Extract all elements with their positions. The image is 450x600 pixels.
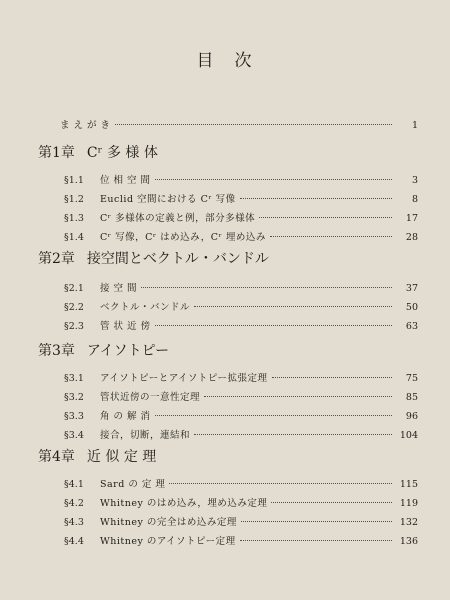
page-number: 132 (399, 517, 418, 528)
chapter-title: Cʳ 多 様 体 (86, 145, 158, 161)
section-title: 接合，切断，連結和 (100, 430, 191, 441)
chapter-heading-1 (38, 142, 158, 162)
section-number: §3.3 (64, 411, 84, 422)
section-title: Whitney の完全はめ込み定理 (100, 517, 237, 528)
section-number: §4.2 (64, 498, 84, 509)
section-number: §1.1 (64, 175, 84, 186)
page-number: 1 (411, 120, 418, 131)
section-number: §1.4 (64, 232, 84, 243)
dot-leader (270, 235, 392, 237)
section-number: §2.2 (64, 302, 84, 313)
toc-entry (64, 476, 418, 490)
chapter-label: 第4章 (38, 449, 75, 465)
toc-entry (64, 210, 418, 224)
page-number: 96 (405, 411, 418, 422)
section-title: アイソトピーとアイソトピー拡張定理 (100, 373, 268, 384)
chapter-label: 第2章 (38, 251, 75, 267)
section-number: §4.4 (64, 536, 84, 547)
section-title: Whitney のはめ込み，埋め込み定理 (100, 498, 268, 509)
chapter-heading-3 (38, 340, 169, 360)
section-number: §3.2 (64, 392, 84, 403)
dot-leader (155, 414, 392, 416)
dot-leader (240, 539, 392, 541)
chapter-heading-2 (38, 248, 269, 268)
toc-entry (64, 280, 418, 294)
section-number: §2.1 (64, 283, 84, 294)
dot-leader (155, 324, 392, 326)
page-number: 3 (411, 175, 418, 186)
chapter-heading-4 (38, 446, 156, 466)
dot-leader (194, 433, 392, 435)
dot-leader (259, 216, 392, 218)
page-number: 85 (405, 392, 418, 403)
dot-leader (169, 482, 392, 484)
chapter-title: 接空間とベクトル・バンドル (86, 251, 269, 267)
toc-entry (64, 408, 418, 422)
section-number: §1.2 (64, 194, 84, 205)
page-number: 17 (405, 213, 418, 224)
section-number: §4.3 (64, 517, 84, 528)
toc-entry (64, 514, 418, 528)
page-number: 115 (399, 479, 418, 490)
page-number: 136 (399, 536, 418, 547)
dot-leader (204, 395, 392, 397)
page-number: 50 (405, 302, 418, 313)
page-title: 目 次 (196, 51, 254, 71)
page-number: 119 (399, 498, 418, 509)
dot-leader (240, 197, 392, 199)
chapter-title: 近 似 定 理 (86, 449, 157, 465)
toc-entry (64, 229, 418, 243)
toc-entry (64, 191, 418, 205)
dot-leader (115, 123, 392, 125)
section-title: 角 の 解 消 (100, 411, 151, 422)
dot-leader (271, 501, 392, 503)
toc-entry (64, 389, 418, 403)
page-number: 28 (405, 232, 418, 243)
section-number: §3.4 (64, 430, 84, 441)
chapter-label: 第3章 (38, 343, 75, 359)
section-title: Cʳ 多様体の定義と例，部分多様体 (100, 213, 256, 224)
section-title: ベクトル・バンドル (100, 302, 191, 313)
dot-leader (272, 376, 392, 378)
toc-entry (64, 495, 418, 509)
page-number: 37 (405, 283, 418, 294)
page-number: 8 (411, 194, 418, 205)
page-number: 63 (405, 321, 418, 332)
section-number: §1.3 (64, 213, 84, 224)
chapter-label: 第1章 (38, 145, 75, 161)
chapter-title: アイソトピー (86, 343, 170, 359)
page-number: 104 (399, 430, 418, 441)
toc-entry (64, 427, 418, 441)
dot-leader (194, 305, 392, 307)
page-number: 75 (405, 373, 418, 384)
toc-entry-preface (60, 117, 418, 131)
section-title: Whitney のアイソトピー定理 (100, 536, 236, 547)
dot-leader (141, 286, 392, 288)
section-title: 管状近傍の一意性定理 (100, 392, 201, 403)
toc-entry (64, 370, 418, 384)
toc-entry (64, 318, 418, 332)
section-number: §2.3 (64, 321, 84, 332)
section-title: Sard の 定 理 (100, 479, 166, 490)
section-title: Cʳ 写像，Cʳ はめ込み，Cʳ 埋め込み (100, 232, 266, 243)
preface-label: ま え が き (60, 120, 111, 131)
section-number: §3.1 (64, 373, 84, 384)
toc-entry (64, 172, 418, 186)
section-title: 管 状 近 傍 (100, 321, 151, 332)
section-title: Euclid 空間における Cʳ 写像 (100, 194, 236, 205)
toc-entry (64, 299, 418, 313)
dot-leader (155, 178, 392, 180)
section-number: §4.1 (64, 479, 84, 490)
toc-entry (64, 533, 418, 547)
section-title: 位 相 空 間 (100, 175, 151, 186)
section-title: 接 空 間 (100, 283, 138, 294)
dot-leader (241, 520, 392, 522)
